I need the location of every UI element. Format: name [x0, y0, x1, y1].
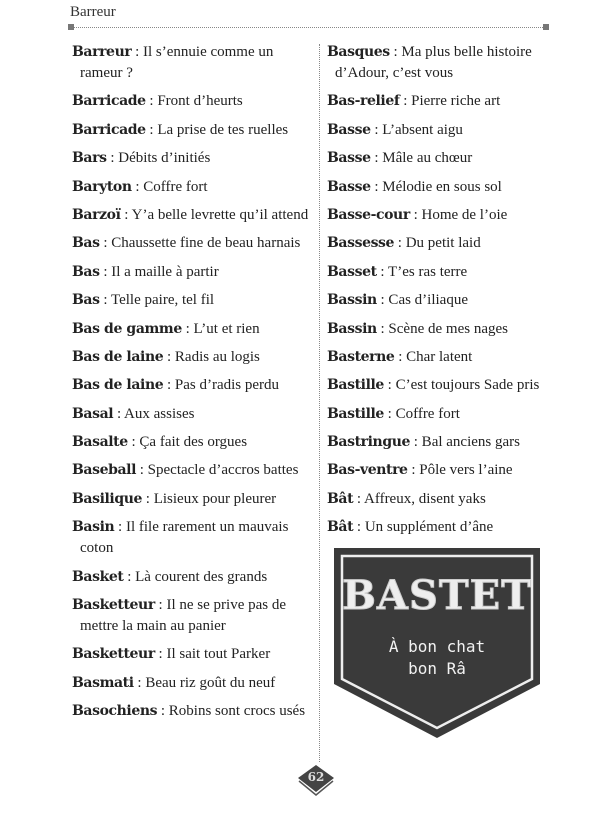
definition: : Il a maille à partir [99, 263, 219, 280]
definition: : Beau riz goût du neuf [133, 674, 276, 691]
dictionary-entry [72, 120, 317, 141]
rule-end-square [543, 24, 549, 30]
dictionary-entry [327, 460, 557, 481]
dictionary-entry [72, 432, 317, 453]
headword: Baseball [72, 462, 136, 479]
definition: : Y’a belle levrette qu’il attend [120, 206, 309, 223]
dictionary-entry [72, 177, 317, 198]
definition: : Un supplément d’âne [353, 519, 494, 536]
dictionary-entry [72, 404, 317, 425]
dictionary-entry [327, 404, 557, 425]
definition: : Il ne se prive pas de mettre la main au panier [80, 597, 287, 635]
dictionary-entry [327, 375, 557, 396]
definition: : Char latent [394, 348, 473, 365]
headword: Bars [72, 150, 107, 167]
dictionary-entry [72, 567, 317, 588]
headword: Basin [72, 519, 115, 536]
dictionary-entry [72, 595, 317, 637]
right-column [327, 42, 557, 546]
definition: : Ma plus belle histoire d’Adour, c’est vous [335, 44, 532, 81]
dictionary-entry [72, 375, 317, 396]
headword: Bastringue [327, 434, 411, 451]
definition: : Pôle vers l’aine [407, 462, 513, 479]
headword: Bât [327, 519, 354, 536]
definition: : Il file rarement un mauvais coton [80, 519, 289, 557]
definition: : Telle paire, tel fil [99, 292, 215, 309]
definition: : Du petit laid [394, 235, 481, 252]
headword: Barricade [72, 121, 146, 138]
dictionary-entry [72, 205, 317, 226]
definition: : Front d’heurts [145, 93, 243, 110]
definition: : Mélodie en sous sol [370, 178, 502, 195]
definition: : Il sait tout Parker [154, 646, 271, 663]
dictionary-entry [72, 644, 317, 665]
dictionary-entry [72, 262, 317, 283]
dictionary-entry [72, 42, 317, 84]
dictionary-entry [72, 91, 317, 112]
definition: : Mâle au chœur [370, 150, 473, 167]
header-rule [70, 27, 545, 28]
dictionary-entry [327, 517, 557, 538]
dictionary-entry [327, 290, 557, 311]
headword: Bas-ventre [327, 462, 408, 479]
dictionary-entry [327, 432, 557, 453]
definition: : Radis au logis [163, 348, 260, 365]
headword: Bât [327, 490, 354, 507]
headword: Bassesse [327, 235, 395, 252]
headword: Basketteur [72, 597, 155, 614]
headword: Basketteur [72, 646, 155, 663]
headword: Baryton [72, 178, 132, 195]
headword: Bas [72, 292, 100, 309]
definition: : Là courent des grands [123, 568, 268, 585]
badge-title: BASTET [342, 572, 532, 619]
definition: : Aux assises [113, 405, 195, 422]
headword: Basmati [72, 674, 134, 691]
rule-end-square [68, 24, 74, 30]
page-number-text: 62 [307, 770, 325, 784]
definition: : L’absent aigu [370, 121, 463, 138]
definition: : Scène de mes nages [376, 320, 508, 337]
definition: : Bal anciens gars [410, 434, 520, 451]
definition: : Pierre riche art [399, 93, 501, 110]
column-divider [319, 44, 320, 762]
definition: : La prise de tes ruelles [145, 121, 289, 138]
definition: : Affreux, disent yaks [353, 490, 486, 507]
headword: Bastille [327, 405, 384, 422]
definition: : Ça fait des orgues [127, 434, 248, 451]
dictionary-entry [327, 319, 557, 340]
headword: Bastille [327, 377, 384, 394]
definition: : T’es ras terre [376, 263, 468, 280]
left-column [72, 42, 317, 730]
dictionary-entry [72, 319, 317, 340]
headword: Bas-relief [327, 93, 400, 110]
dictionary-entry [327, 91, 557, 112]
headword: Bassin [327, 292, 377, 309]
headword: Basse [327, 178, 371, 195]
headword: Basochiens [72, 703, 158, 720]
dictionary-entry [72, 290, 317, 311]
badge-line-1: À bon chat [388, 637, 486, 656]
headword: Barreur [72, 44, 132, 60]
badge-line-2: bon Râ [408, 659, 466, 678]
dictionary-entry [72, 517, 317, 559]
page-number [296, 762, 336, 796]
dictionary-entry [72, 673, 317, 694]
headword: Bas de laine [72, 348, 164, 365]
headword: Basse [327, 150, 371, 167]
headword: Bas de laine [72, 377, 164, 394]
definition: : Lisieux pour pleurer [142, 490, 277, 507]
dictionary-entry [327, 347, 557, 368]
headword: Basset [327, 263, 377, 280]
dictionary-entry [72, 489, 317, 510]
definition: : Home de l’oie [409, 206, 508, 223]
definition: : Chaussette fine de beau harnais [99, 235, 301, 252]
dictionary-entry [72, 460, 317, 481]
dictionary-entry [72, 347, 317, 368]
dictionary-entry [327, 177, 557, 198]
dictionary-entry [72, 233, 317, 254]
definition: : Coffre fort [383, 405, 460, 422]
definition: : Robins sont crocs usés [157, 703, 306, 720]
badge-subtitle [332, 636, 542, 680]
headword: Basal [72, 405, 114, 422]
dictionary-entry [327, 489, 557, 510]
dictionary-entry [327, 262, 557, 283]
headword: Barzoï [72, 206, 121, 223]
definition: : Il s’ennuie comme un rameur ? [80, 44, 274, 81]
dictionary-entry [327, 120, 557, 141]
headword: Bas [72, 235, 100, 252]
headword: Basket [72, 568, 124, 585]
headword: Bas [72, 263, 100, 280]
headword: Bas de gamme [72, 320, 182, 337]
headword: Bassin [327, 320, 377, 337]
dictionary-entry [327, 42, 557, 84]
dictionary-entry [327, 148, 557, 169]
definition: : Cas d’iliaque [376, 292, 468, 309]
dictionary-entry [72, 701, 317, 722]
dictionary-entry [327, 233, 557, 254]
running-head: Barreur [70, 4, 116, 20]
headword: Basterne [327, 348, 395, 365]
headword: Basques [327, 44, 390, 60]
headword: Basilique [72, 490, 143, 507]
definition: : Coffre fort [131, 178, 208, 195]
definition: : C’est toujours Sade pris [383, 377, 540, 394]
definition: : Pas d’radis perdu [163, 377, 280, 394]
headword: Barricade [72, 93, 146, 110]
definition: : Débits d’initiés [106, 150, 211, 167]
dictionary-entry [72, 148, 317, 169]
headword: Basse-cour [327, 206, 410, 223]
definition: : L’ut et rien [181, 320, 260, 337]
bastet-badge [332, 544, 542, 740]
headword: Basse [327, 121, 371, 138]
headword: Basalte [72, 434, 128, 451]
definition: : Spectacle d’accros battes [136, 462, 299, 479]
dictionary-entry [327, 205, 557, 226]
